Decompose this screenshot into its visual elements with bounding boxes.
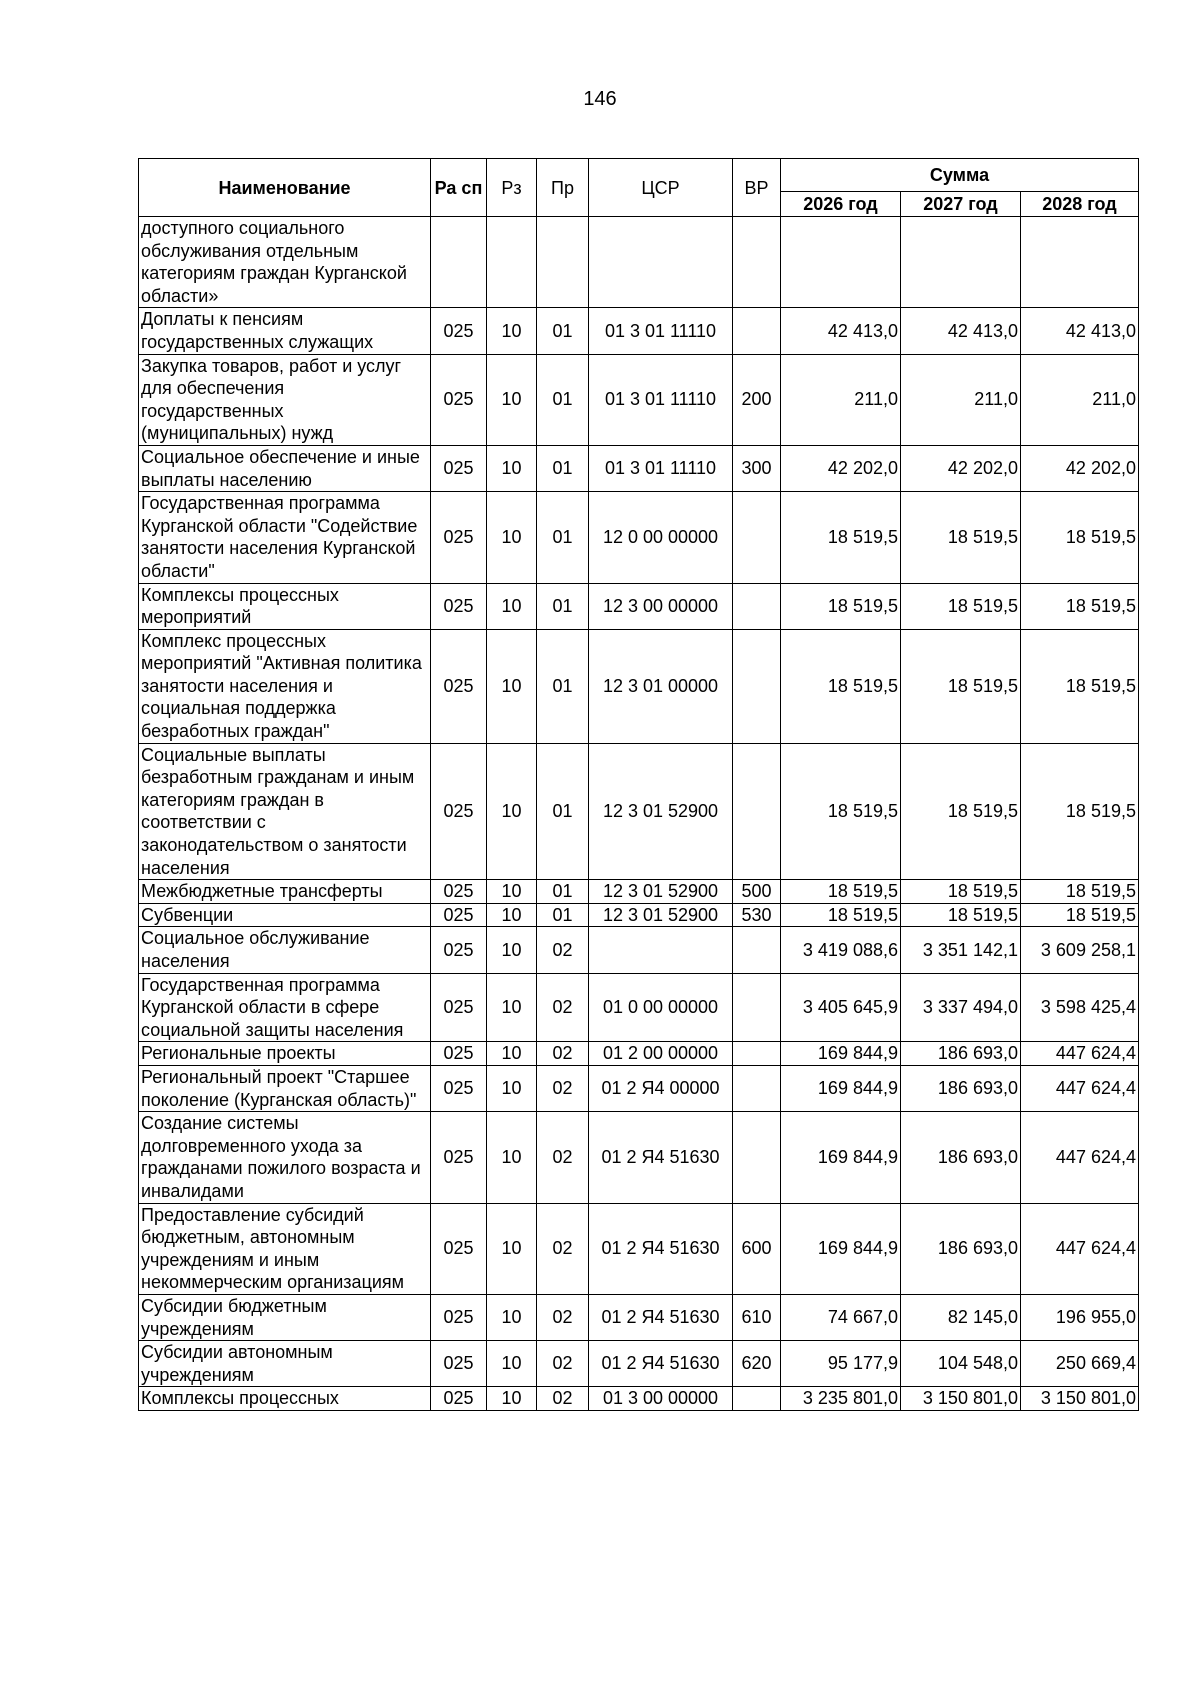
- table-row: [139, 1065, 1139, 1111]
- row-rz: 10: [487, 1112, 537, 1203]
- row-vr: [733, 583, 781, 629]
- table-row: [139, 973, 1139, 1042]
- row-amount-2026: 3 235 801,0: [781, 1387, 901, 1411]
- row-rasp: 025: [431, 354, 487, 445]
- row-name: Региональные проекты: [139, 1042, 431, 1066]
- row-amount-2027: 186 693,0: [901, 1042, 1021, 1066]
- row-amount-2028: 42 413,0: [1021, 308, 1139, 354]
- table-row: [139, 743, 1139, 880]
- table-row: [139, 1294, 1139, 1340]
- row-amount-2028: 18 519,5: [1021, 743, 1139, 880]
- row-rasp: 025: [431, 1294, 487, 1340]
- row-csr: 12 3 01 52900: [589, 880, 733, 904]
- row-rasp: 025: [431, 1387, 487, 1411]
- row-amount-2026: 3 405 645,9: [781, 973, 901, 1042]
- header-rasp: Ра сп: [431, 159, 487, 217]
- row-vr: [733, 492, 781, 583]
- row-name: Закупка товаров, работ и услуг для обеспечения государственных (муниципальных) нужд: [139, 354, 431, 445]
- row-pr: 01: [537, 445, 589, 491]
- row-csr: 01 0 00 00000: [589, 973, 733, 1042]
- row-pr: 01: [537, 583, 589, 629]
- row-pr: 02: [537, 1042, 589, 1066]
- row-amount-2027: 18 519,5: [901, 492, 1021, 583]
- header-pr: Пр: [537, 159, 589, 217]
- row-rasp: 025: [431, 927, 487, 973]
- row-rz: 10: [487, 1065, 537, 1111]
- row-amount-2027: 18 519,5: [901, 880, 1021, 904]
- row-rasp: 025: [431, 1065, 487, 1111]
- row-rz: 10: [487, 743, 537, 880]
- row-name: Государственная программа Курганской области "Содействие занятости населения Курганской области": [139, 492, 431, 583]
- row-name: Субсидии бюджетным учреждениям: [139, 1294, 431, 1340]
- row-amount-2026: 42 202,0: [781, 445, 901, 491]
- row-amount-2026: 18 519,5: [781, 583, 901, 629]
- row-rasp: 025: [431, 1112, 487, 1203]
- row-amount-2027: 186 693,0: [901, 1203, 1021, 1294]
- row-csr: 01 2 00 00000: [589, 1042, 733, 1066]
- row-amount-2026: 211,0: [781, 354, 901, 445]
- row-rz: 10: [487, 583, 537, 629]
- row-pr: 02: [537, 1112, 589, 1203]
- row-amount-2026: 18 519,5: [781, 629, 901, 743]
- row-amount-2026: 18 519,5: [781, 880, 901, 904]
- row-pr: [537, 217, 589, 308]
- row-pr: 02: [537, 973, 589, 1042]
- header-csr: ЦСР: [589, 159, 733, 217]
- table-row: [139, 583, 1139, 629]
- table-row: [139, 492, 1139, 583]
- row-rz: 10: [487, 308, 537, 354]
- row-csr: [589, 927, 733, 973]
- row-name: Комплексы процессных: [139, 1387, 431, 1411]
- table-row: [139, 1203, 1139, 1294]
- row-amount-2027: 42 202,0: [901, 445, 1021, 491]
- row-amount-2027: 18 519,5: [901, 583, 1021, 629]
- row-vr: [733, 743, 781, 880]
- row-rasp: 025: [431, 973, 487, 1042]
- header-year-2027: 2027 год: [901, 192, 1021, 217]
- row-pr: 02: [537, 1065, 589, 1111]
- row-name: Социальное обслуживание населения: [139, 927, 431, 973]
- row-pr: 01: [537, 492, 589, 583]
- row-amount-2026: 169 844,9: [781, 1065, 901, 1111]
- row-amount-2028: 196 955,0: [1021, 1294, 1139, 1340]
- table-row: [139, 1042, 1139, 1066]
- row-name: Межбюджетные трансферты: [139, 880, 431, 904]
- row-rasp: 025: [431, 583, 487, 629]
- row-amount-2027: 104 548,0: [901, 1341, 1021, 1387]
- row-amount-2027: 3 351 142,1: [901, 927, 1021, 973]
- row-csr: 12 3 01 00000: [589, 629, 733, 743]
- row-amount-2028: 18 519,5: [1021, 629, 1139, 743]
- row-vr: [733, 1112, 781, 1203]
- row-vr: [733, 1065, 781, 1111]
- table-row: [139, 903, 1139, 927]
- row-name: Социальные выплаты безработным гражданам и иным категориям граждан в соответствии с законодательством о занятости населения: [139, 743, 431, 880]
- row-amount-2028: 447 624,4: [1021, 1042, 1139, 1066]
- budget-table: [138, 158, 1139, 1411]
- header-sum: Сумма: [781, 159, 1139, 192]
- row-pr: 02: [537, 1387, 589, 1411]
- row-csr: 01 3 01 11110: [589, 445, 733, 491]
- row-amount-2027: 3 337 494,0: [901, 973, 1021, 1042]
- row-csr: 01 2 Я4 51630: [589, 1112, 733, 1203]
- row-amount-2028: 18 519,5: [1021, 492, 1139, 583]
- row-rz: 10: [487, 445, 537, 491]
- row-rasp: 025: [431, 880, 487, 904]
- row-amount-2028: 211,0: [1021, 354, 1139, 445]
- row-vr: 530: [733, 903, 781, 927]
- row-name: Социальное обеспечение и иные выплаты населению: [139, 445, 431, 491]
- row-pr: 02: [537, 927, 589, 973]
- row-amount-2026: 95 177,9: [781, 1341, 901, 1387]
- row-rz: 10: [487, 903, 537, 927]
- row-rz: 10: [487, 880, 537, 904]
- row-amount-2028: 250 669,4: [1021, 1341, 1139, 1387]
- row-name: Создание системы долговременного ухода за гражданами пожилого возраста и инвалидами: [139, 1112, 431, 1203]
- row-rz: [487, 217, 537, 308]
- row-name: Государственная программа Курганской области в сфере социальной защиты населения: [139, 973, 431, 1042]
- row-csr: 01 2 Я4 51630: [589, 1203, 733, 1294]
- row-vr: 500: [733, 880, 781, 904]
- row-rz: 10: [487, 973, 537, 1042]
- row-name: Доплаты к пенсиям государственных служащих: [139, 308, 431, 354]
- table-row: [139, 1341, 1139, 1387]
- row-rasp: 025: [431, 629, 487, 743]
- header-year-2026: 2026 год: [781, 192, 901, 217]
- row-amount-2028: 18 519,5: [1021, 903, 1139, 927]
- row-csr: 12 0 00 00000: [589, 492, 733, 583]
- row-amount-2028: 3 150 801,0: [1021, 1387, 1139, 1411]
- table-row: [139, 354, 1139, 445]
- row-amount-2027: 211,0: [901, 354, 1021, 445]
- row-amount-2026: 18 519,5: [781, 903, 901, 927]
- row-rasp: 025: [431, 1203, 487, 1294]
- row-amount-2028: 18 519,5: [1021, 583, 1139, 629]
- table-row: [139, 1112, 1139, 1203]
- row-csr: 01 2 Я4 51630: [589, 1294, 733, 1340]
- row-pr: 02: [537, 1203, 589, 1294]
- row-vr: [733, 217, 781, 308]
- row-vr: [733, 308, 781, 354]
- row-rz: 10: [487, 354, 537, 445]
- row-name: Комплекс процессных мероприятий "Активная политика занятости населения и социальная поддержка безработных граждан": [139, 629, 431, 743]
- row-amount-2028: 447 624,4: [1021, 1065, 1139, 1111]
- row-csr: 01 3 00 00000: [589, 1387, 733, 1411]
- row-vr: 620: [733, 1341, 781, 1387]
- row-name: Субвенции: [139, 903, 431, 927]
- row-amount-2026: 169 844,9: [781, 1112, 901, 1203]
- row-vr: [733, 629, 781, 743]
- row-amount-2027: 186 693,0: [901, 1112, 1021, 1203]
- header-year-2028: 2028 год: [1021, 192, 1139, 217]
- table-row: [139, 217, 1139, 308]
- header-rz: Рз: [487, 159, 537, 217]
- row-pr: 01: [537, 629, 589, 743]
- row-amount-2028: 42 202,0: [1021, 445, 1139, 491]
- row-amount-2027: 82 145,0: [901, 1294, 1021, 1340]
- row-csr: [589, 217, 733, 308]
- row-amount-2026: 3 419 088,6: [781, 927, 901, 973]
- row-name: Региональный проект "Старшее поколение (Курганская область)": [139, 1065, 431, 1111]
- row-amount-2026: 18 519,5: [781, 743, 901, 880]
- row-csr: 01 2 Я4 51630: [589, 1341, 733, 1387]
- row-amount-2028: 3 598 425,4: [1021, 973, 1139, 1042]
- row-pr: 02: [537, 1341, 589, 1387]
- row-rz: 10: [487, 1042, 537, 1066]
- row-amount-2027: 186 693,0: [901, 1065, 1021, 1111]
- row-amount-2027: [901, 217, 1021, 308]
- row-rasp: 025: [431, 1341, 487, 1387]
- row-pr: 01: [537, 903, 589, 927]
- row-pr: 01: [537, 354, 589, 445]
- row-rz: 10: [487, 1387, 537, 1411]
- row-amount-2026: 18 519,5: [781, 492, 901, 583]
- table-row: [139, 629, 1139, 743]
- row-csr: 01 3 01 11110: [589, 308, 733, 354]
- row-amount-2026: [781, 217, 901, 308]
- row-amount-2028: 447 624,4: [1021, 1203, 1139, 1294]
- table-row: [139, 445, 1139, 491]
- row-rasp: 025: [431, 1042, 487, 1066]
- row-rasp: 025: [431, 743, 487, 880]
- row-amount-2027: 18 519,5: [901, 743, 1021, 880]
- row-name: доступного социального обслуживания отдельным категориям граждан Курганской области»: [139, 217, 431, 308]
- table-row: [139, 880, 1139, 904]
- row-rz: 10: [487, 1294, 537, 1340]
- row-vr: [733, 1042, 781, 1066]
- header-name: Наименование: [139, 159, 431, 217]
- row-pr: 01: [537, 880, 589, 904]
- row-amount-2027: 18 519,5: [901, 629, 1021, 743]
- row-rz: 10: [487, 927, 537, 973]
- row-amount-2028: 3 609 258,1: [1021, 927, 1139, 973]
- row-csr: 01 2 Я4 00000: [589, 1065, 733, 1111]
- row-name: Предоставление субсидий бюджетным, автономным учреждениям и иным некоммерческим организациям: [139, 1203, 431, 1294]
- row-amount-2027: 42 413,0: [901, 308, 1021, 354]
- row-amount-2027: 18 519,5: [901, 903, 1021, 927]
- row-rz: 10: [487, 1203, 537, 1294]
- page-number: 146: [583, 88, 617, 110]
- table-row: [139, 1387, 1139, 1411]
- row-csr: 12 3 00 00000: [589, 583, 733, 629]
- table-row: [139, 308, 1139, 354]
- row-rz: 10: [487, 1341, 537, 1387]
- row-vr: [733, 927, 781, 973]
- row-rasp: 025: [431, 308, 487, 354]
- row-rz: 10: [487, 492, 537, 583]
- header-vr: ВР: [733, 159, 781, 217]
- row-pr: 01: [537, 743, 589, 880]
- row-rz: 10: [487, 629, 537, 743]
- table-row: [139, 927, 1139, 973]
- row-rasp: 025: [431, 492, 487, 583]
- row-name: Субсидии автономным учреждениям: [139, 1341, 431, 1387]
- row-vr: 200: [733, 354, 781, 445]
- row-amount-2028: [1021, 217, 1139, 308]
- row-csr: 12 3 01 52900: [589, 743, 733, 880]
- row-vr: 300: [733, 445, 781, 491]
- row-amount-2027: 3 150 801,0: [901, 1387, 1021, 1411]
- row-rasp: 025: [431, 903, 487, 927]
- row-amount-2028: 447 624,4: [1021, 1112, 1139, 1203]
- row-rasp: [431, 217, 487, 308]
- row-csr: 01 3 01 11110: [589, 354, 733, 445]
- row-amount-2026: 169 844,9: [781, 1203, 901, 1294]
- row-amount-2026: 42 413,0: [781, 308, 901, 354]
- row-vr: [733, 1387, 781, 1411]
- row-vr: 610: [733, 1294, 781, 1340]
- row-csr: 12 3 01 52900: [589, 903, 733, 927]
- row-amount-2026: 169 844,9: [781, 1042, 901, 1066]
- row-pr: 01: [537, 308, 589, 354]
- row-vr: 600: [733, 1203, 781, 1294]
- table-body: [139, 217, 1139, 1411]
- row-amount-2028: 18 519,5: [1021, 880, 1139, 904]
- row-vr: [733, 973, 781, 1042]
- row-rasp: 025: [431, 445, 487, 491]
- row-pr: 02: [537, 1294, 589, 1340]
- row-amount-2026: 74 667,0: [781, 1294, 901, 1340]
- row-name: Комплексы процессных мероприятий: [139, 583, 431, 629]
